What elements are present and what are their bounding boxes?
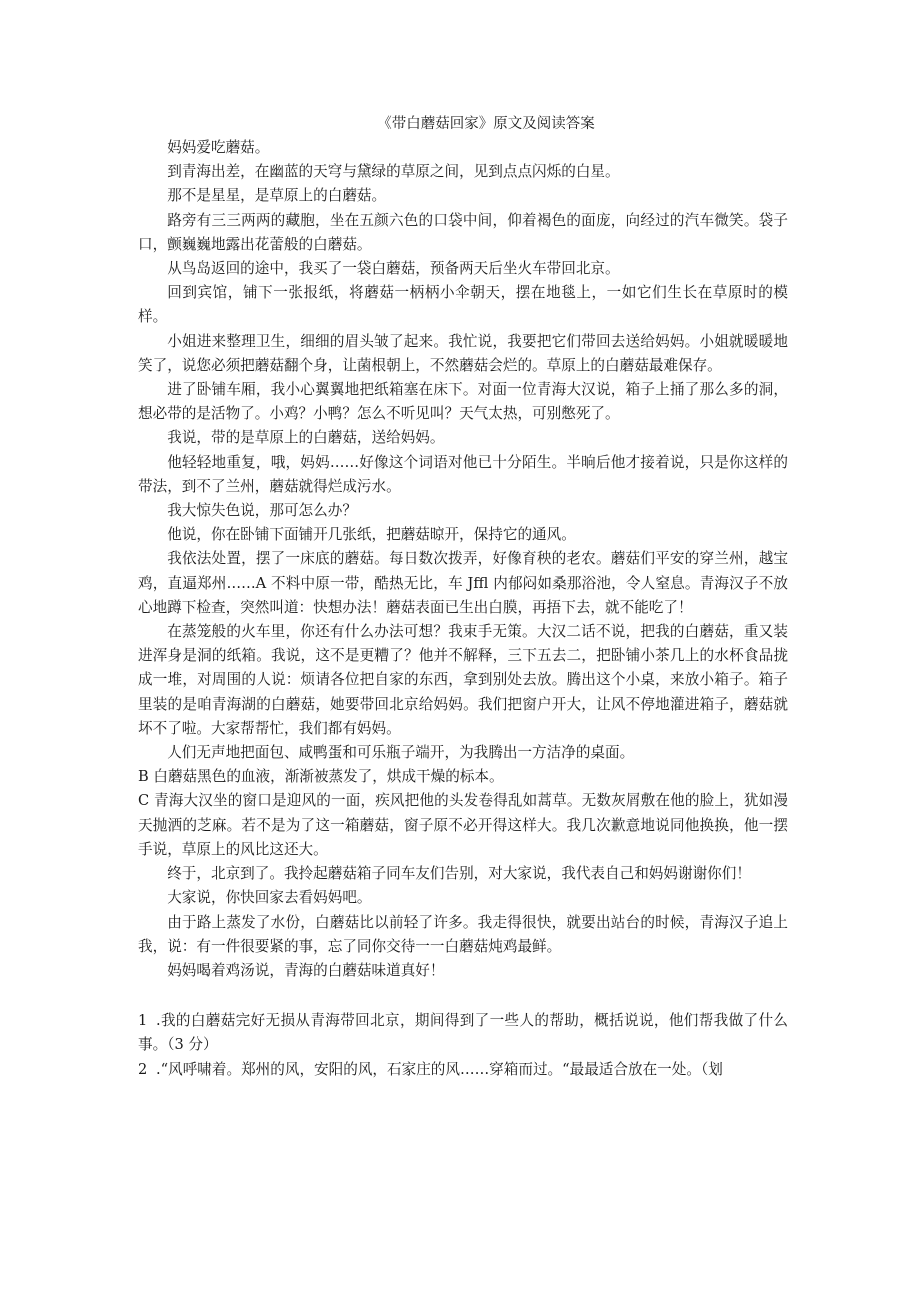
article-paragraph: 人们无声地把面包、咸鸭蛋和可乐瓶子端开，为我腾出一方洁净的桌面。 [167, 744, 635, 762]
article-paragraph: 那不是星星，是草原上的白蘑菇。 [167, 187, 387, 205]
article-paragraph: 路旁有三三两两的藏胞，坐在五颜六色的口袋中间，仰着褐色的面庞，向经过的汽车微笑。袋子口，颤巍巍地露出花蕾般的白蘑菇。 [138, 211, 788, 253]
article-paragraph: 小姐进来整理卫生，细细的眉头皱了起来。我忙说，我要把它们带回去送给妈妈。小姐就暖暖地笑了，说您必须把蘑菇翻个身，让菌根朝上，不然蘑菇会烂的。草原上的白蘑菇最难保存。 [138, 332, 788, 374]
article-paragraph: B 白蘑菇黑色的血液，渐渐被蒸发了，烘成干燥的标本。 [138, 768, 504, 786]
article-paragraph: 我大惊失色说，那可怎么办？ [167, 502, 357, 520]
article-paragraph: 到青海出差，在幽蓝的天穹与黛绿的草原之间，见到点点闪烁的白星。 [167, 163, 620, 181]
section-gap [138, 983, 788, 1009]
article-paragraph: 我说，带的是草原上的白蘑菇，送给妈妈。 [167, 429, 445, 447]
question-item [138, 1009, 788, 1057]
question-text: .我的白蘑菇完好无损从青海带回北京，期间得到了一些人的帮助，概括说说，他们帮我做了什么事。（3 分） [138, 1012, 788, 1054]
article-paragraph: 终于，北京到了。我拎起蘑菇箱子同车友们告别，对大家说，我代表自己和妈妈谢谢你们！ [167, 865, 751, 883]
question-item [138, 1058, 788, 1082]
question-text: .“风呼啸着。郑州的风，安阳的风，石家庄的风……穿箱而过。“最最适合放在一处。（划 [156, 1060, 723, 1078]
article-paragraph: 他说，你在卧铺下面铺开几张纸，把蘑菇晾开，保持它的通风。 [167, 526, 576, 544]
article-paragraph: 由于路上蒸发了水份，白蘑菇比以前轻了许多。我走得很快，就要出站台的时候，青海汉子追上我，说：有一件很要紧的事，忘了同你交待一一白蘑菇炖鸡最鲜。 [138, 913, 788, 955]
article-body [138, 136, 788, 983]
question-list [138, 1009, 788, 1082]
document-content [138, 112, 788, 1082]
article-paragraph: 从鸟岛返回的途中，我买了一袋白蘑菇，预备两天后坐火车带回北京。 [167, 260, 620, 278]
article-paragraph: 我依法处置，摆了一床底的蘑菇。每日数次拨弄，好像育秧的老农。蘑菇们平安的穿兰州，越宝鸡，直逼郑州……A 不料中原一带，酷热无比，车 Jffl 内郁闷如桑那浴池，令人窒息。青海汉子不放心地蹲下检查，突然叫道：快想办法！蘑菇表面已生出白膜，再捂下去，就不能吃了！ [138, 550, 788, 616]
article-paragraph: 进了卧铺车厢，我小心翼翼地把纸箱塞在床下。对面一位青海大汉说，箱子上捅了那么多的洞，想必带的是活物了。小鸡？小鸭？怎么不听见叫？天气太热，可别憋死了。 [138, 381, 788, 423]
article-paragraph: 在蒸笼般的火车里，你还有什么办法可想？我束手无策。大汉二话不说，把我的白蘑菇，重又装进浑身是洞的纸箱。我说，这不是更糟了？他并不解释，三下五去二，把卧铺小茶几上的水杯食品拢成一堆，对周围的人说：烦请各位把自家的东西，拿到别处去放。腾出这个小桌，来放小箱子。箱子里装的是咱青海湖的白蘑菇，她要带回北京给妈妈。我们把窗户开大，让风不停地灌进箱子，蘑菇就坏不了啦。大家帮帮忙，我们都有妈妈。 [138, 623, 788, 737]
article-paragraph: 妈妈喝着鸡汤说，青海的白蘑菇味道真好！ [167, 961, 445, 979]
question-number: 1 [138, 1012, 148, 1030]
article-paragraph: 回到宾馆，铺下一张报纸，将蘑菇一柄柄小伞朝天，摆在地毯上，一如它们生长在草原时的模样。 [138, 284, 788, 326]
question-number: 2 [138, 1060, 148, 1078]
article-paragraph: 他轻轻地重复，哦，妈妈……好像这个词语对他已十分陌生。半晌后他才接着说，只是你这样的带法，到不了兰州，蘑菇就得烂成污水。 [138, 453, 788, 495]
document-title: 《带白蘑菇回家》原文及阅读答案 [377, 116, 595, 132]
article-paragraph: C 青海大汉坐的窗口是迎风的一面，疾风把他的头发卷得乱如蒿草。无数灰屑敷在他的脸上，犹如漫天抛洒的芝麻。若不是为了这一箱蘑菇，窗子原不必开得这样大。我几次歉意地说同他换换，他一摆手说，草原上的风比这还大。 [138, 792, 788, 858]
article-paragraph: 大家说，你快回家去看妈妈吧。 [167, 889, 372, 907]
article-paragraph: 妈妈爱吃蘑菇。 [167, 139, 270, 156]
